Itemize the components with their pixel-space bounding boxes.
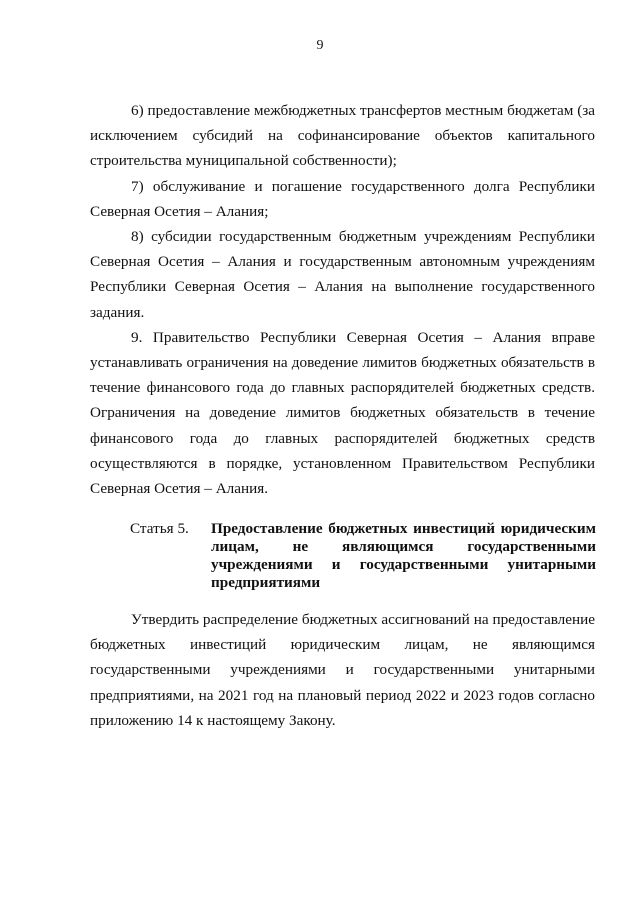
article-title: Предоставление бюджетных инвестиций юридическим лицам, не являющимся государственными учреждениями и государственными унитарными предприятиями — [211, 520, 596, 591]
closing-section — [90, 607, 595, 733]
closing-paragraph: Утвердить распределение бюджетных ассигнований на предоставление бюджетных инвестиций юридическим лицам, не являющимся государственными учреждениями и государственными унитарными предприятиями, на 2021 год на плановый период 2022 и 2023 годов согласно приложению 14 к настоящему Закону. — [90, 611, 595, 729]
page-number: 9 — [316, 38, 324, 53]
paragraph-item-8: 8) субсидии государственным бюджетным учреждениям Республики Северная Осетия – Алания и государственным автономным учреждениям Республики Северная Осетия – Алания на выполнение государственного задания. — [90, 228, 595, 321]
paragraph-item-6: 6) предоставление межбюджетных трансфертов местным бюджетам (за исключением субсидий на софинансирование объектов капитального строительства муниципальной собственности); — [90, 102, 595, 170]
paragraph-clause-9: 9. Правительство Республики Северная Осетия – Алания вправе устанавливать ограничения на доведение лимитов бюджетных обязательств в течение финансового года до главных распорядителей бюджетных средств. Ограничения на доведение лимитов бюджетных обязательств в течение финансового года до главных распорядителей бюджетных средств осуществляются в порядке, установленном Правительством Республики Северная Осетия – Алания. — [90, 328, 595, 498]
article-label: Статья 5. — [130, 520, 189, 537]
list-section — [90, 98, 595, 501]
paragraph-item-7: 7) обслуживание и погашение государственного долга Республики Северная Осетия – Алания; — [90, 177, 595, 220]
